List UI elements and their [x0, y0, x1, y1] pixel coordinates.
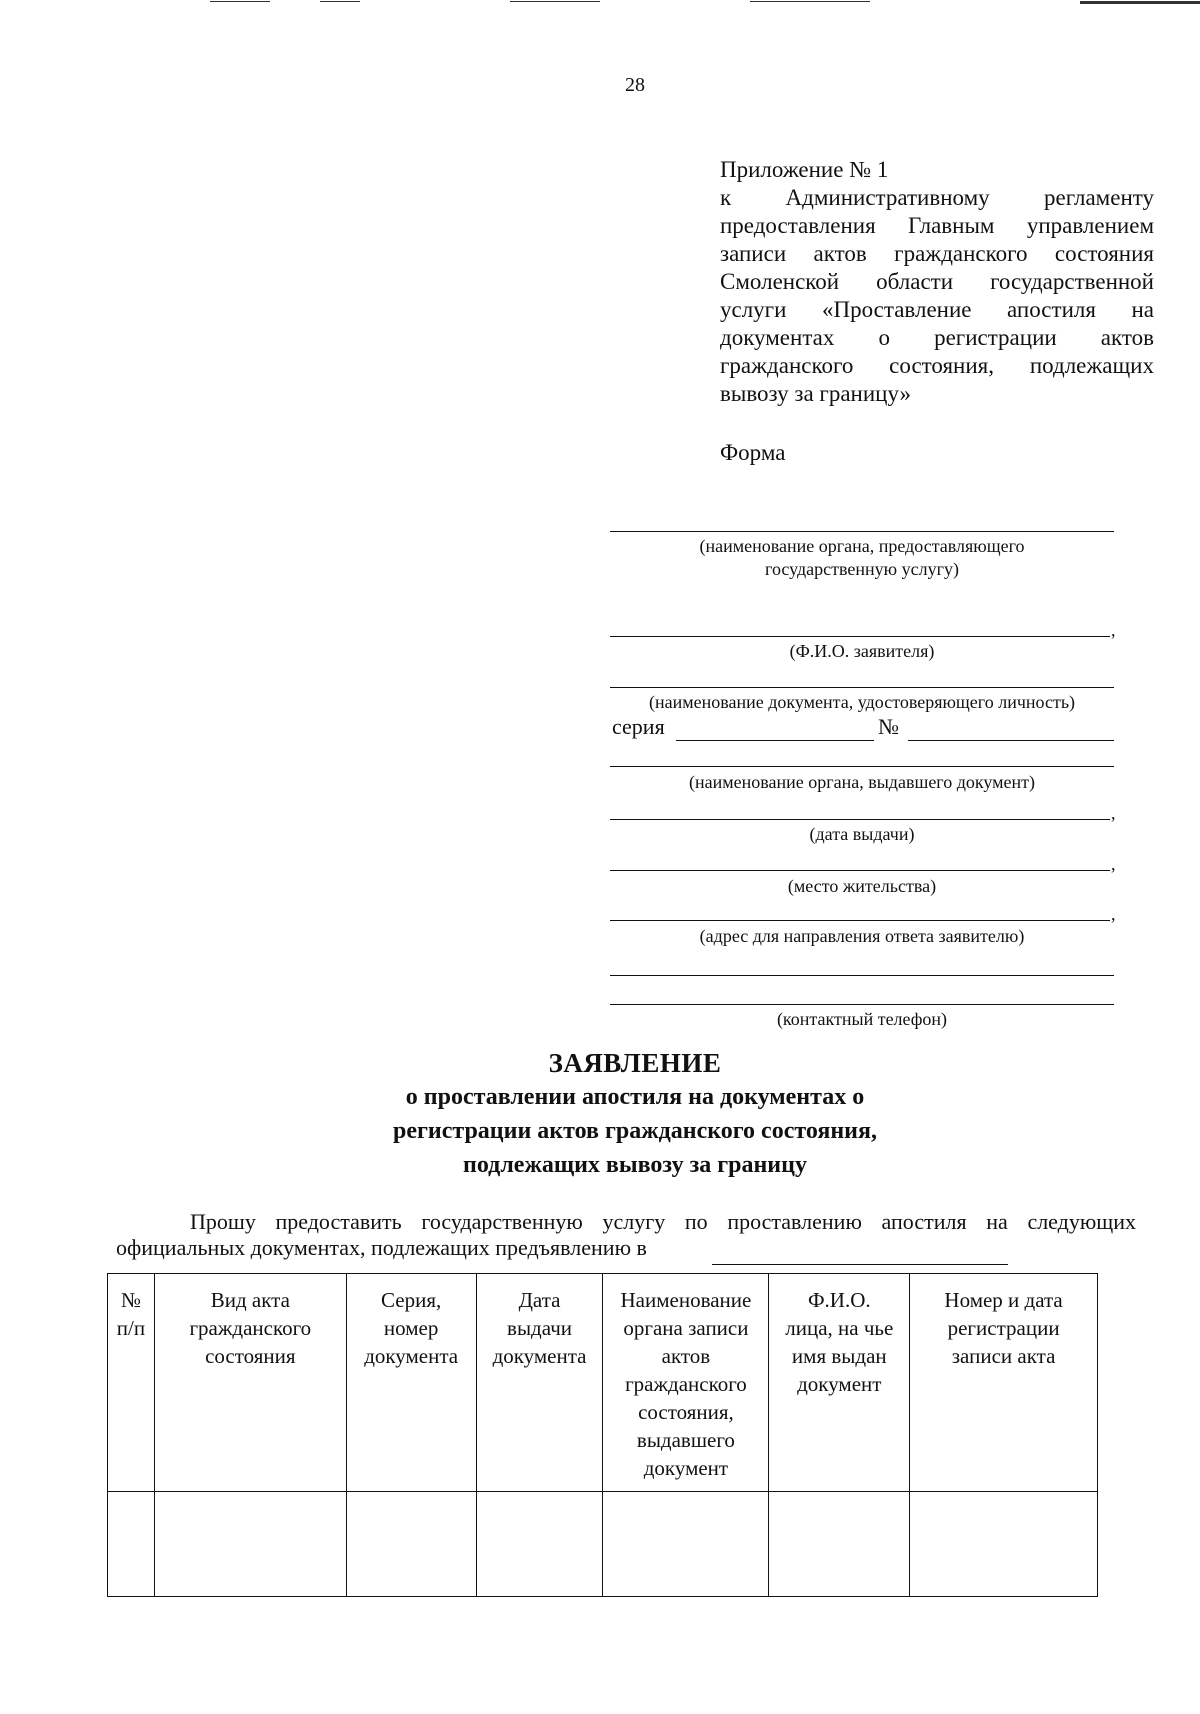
col-header-record: [910, 1274, 1098, 1492]
col-header-act-type: [154, 1274, 346, 1492]
documents-table: [107, 1273, 1098, 1597]
organ-caption-1: (наименование органа, предоставляющего: [699, 536, 1025, 556]
page-number: 28: [625, 74, 645, 96]
application-title: [0, 1046, 1200, 1182]
header-text: Серия,: [381, 1288, 442, 1312]
col-header-issuer: [603, 1274, 769, 1492]
appendix-block: [720, 156, 1154, 408]
scan-edge: [210, 0, 1200, 4]
appendix-title: Приложение № 1: [720, 157, 889, 182]
issue-date-caption: (дата выдачи): [809, 824, 915, 844]
appendix-line: записи актов гражданского состояния: [720, 241, 1154, 266]
table-cell[interactable]: [769, 1492, 910, 1597]
series-field[interactable]: [676, 740, 874, 741]
organ-caption: [610, 535, 1114, 581]
issue-date-line[interactable]: [610, 819, 1110, 820]
title-sub-line: регистрации актов гражданского состояния,: [393, 1118, 877, 1144]
table-cell[interactable]: [346, 1492, 476, 1597]
residence-caption: (место жительства): [787, 876, 937, 896]
header-text: документа: [364, 1344, 459, 1368]
header-text: выдавшего: [636, 1428, 735, 1452]
col-header-series: [346, 1274, 476, 1492]
address-comma: ,: [1111, 904, 1116, 924]
phone-line[interactable]: [610, 1004, 1114, 1005]
issuer-caption: (наименование органа, выдавшего документ): [688, 772, 1036, 792]
address-line-2[interactable]: [610, 975, 1114, 976]
header-text: состояния,: [638, 1400, 734, 1424]
appendix-line: предоставления Главным управлением: [720, 213, 1154, 238]
id-doc-line[interactable]: [610, 687, 1114, 688]
header-text: гражданского: [625, 1372, 747, 1396]
header-text: документа: [492, 1344, 587, 1368]
table-cell[interactable]: [476, 1492, 603, 1597]
header-text: Номер и дата: [944, 1288, 1063, 1312]
issue-date-comma: ,: [1111, 803, 1116, 823]
header-text: документ: [643, 1456, 729, 1480]
col-header-holder: [769, 1274, 910, 1492]
number-label: №: [878, 714, 899, 739]
title-main: ЗАЯВЛЕНИЕ: [548, 1048, 722, 1078]
table-header-row: [108, 1274, 1098, 1492]
header-text: Дата: [518, 1288, 561, 1312]
appendix-line: документах о регистрации актов: [720, 325, 1154, 350]
table-cell[interactable]: [154, 1492, 346, 1597]
header-text: лица, на чье: [785, 1316, 894, 1340]
series-label: серия: [612, 714, 665, 739]
table-cell[interactable]: [603, 1492, 769, 1597]
header-text: имя выдан: [791, 1344, 887, 1368]
form-label: Форма: [720, 440, 786, 465]
request-line-2: официальных документах, подлежащих предъявлению в: [116, 1235, 647, 1260]
destination-field[interactable]: [712, 1264, 1008, 1265]
header-text: п/п: [116, 1316, 146, 1340]
id-doc-caption: (наименование документа, удостоверяющего личность): [648, 692, 1076, 712]
residence-comma: ,: [1111, 854, 1116, 874]
header-text: регистрации: [947, 1316, 1060, 1340]
col-header-number: [108, 1274, 155, 1492]
header-text: записи акта: [951, 1344, 1056, 1368]
header-text: Наименование: [620, 1288, 752, 1312]
residence-line[interactable]: [610, 870, 1110, 871]
table-row: [108, 1492, 1098, 1597]
appendix-line: к Административному регламенту: [720, 185, 1154, 210]
header-text: №: [120, 1288, 141, 1312]
issuer-line[interactable]: [610, 766, 1114, 767]
appendix-line: гражданского состояния, подлежащих: [720, 353, 1154, 378]
title-sub-line: о проставлении апостиля на документах о: [405, 1084, 865, 1110]
header-text: документ: [797, 1372, 882, 1396]
header-text: Ф.И.О.: [807, 1288, 871, 1312]
header-text: гражданского: [189, 1316, 312, 1340]
address-line[interactable]: [610, 920, 1110, 921]
header-text: актов: [661, 1344, 711, 1368]
number-field[interactable]: [908, 740, 1114, 741]
header-text: выдачи: [507, 1316, 573, 1340]
fio-comma: ,: [1111, 620, 1116, 640]
header-text: номер: [383, 1316, 439, 1340]
address-caption: (адрес для направления ответа заявителю): [699, 926, 1025, 946]
table-cell[interactable]: [108, 1492, 155, 1597]
request-paragraph: [116, 1209, 1136, 1261]
header-text: органа записи: [623, 1316, 749, 1340]
appendix-line: Смоленской области государственной: [720, 269, 1154, 294]
title-sub-line: подлежащих вывозу за границу: [463, 1152, 807, 1178]
table-cell[interactable]: [910, 1492, 1098, 1597]
header-text: Вид акта: [210, 1288, 290, 1312]
fio-caption: (Ф.И.О. заявителя): [789, 641, 935, 661]
request-line-1: Прошу предоставить государственную услугу по проставлению апостиля на следующих: [190, 1209, 1136, 1234]
fio-line[interactable]: [610, 636, 1110, 637]
header-text: состояния: [205, 1344, 296, 1368]
phone-caption: (контактный телефон): [776, 1009, 948, 1029]
organ-caption-2: государственную услугу): [765, 559, 959, 579]
appendix-line: услуги «Проставление апостиля на: [720, 297, 1154, 322]
appendix-line: вывозу за границу»: [720, 381, 912, 406]
col-header-issue-date: [476, 1274, 603, 1492]
organ-line[interactable]: [610, 531, 1114, 532]
